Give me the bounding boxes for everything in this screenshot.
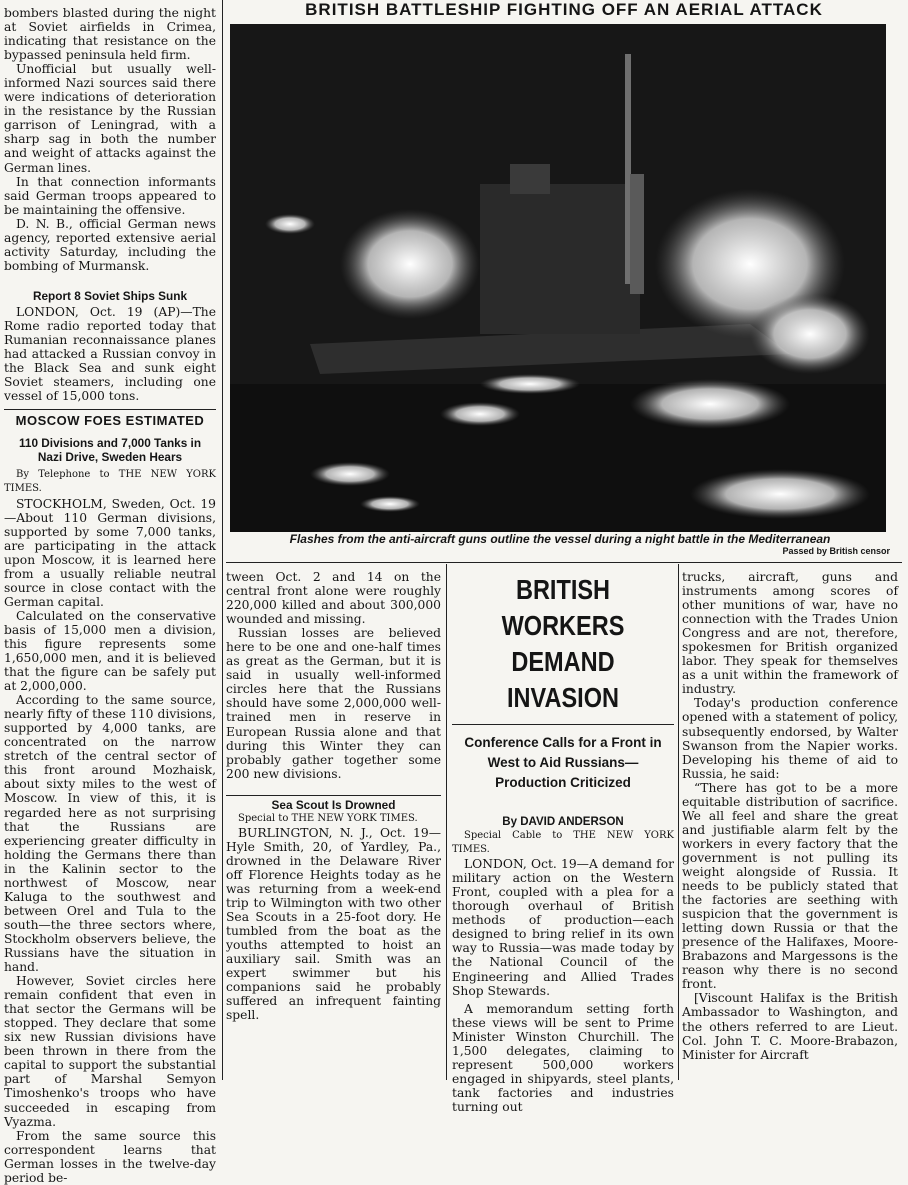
paragraph: BURLINGTON, N. J., Oct. 19—Hyle Smith, 20, of Yardley, Pa., drowned in the Delaware River off Florence Heights today as he was returning from a week-end trip to Wilmington with two other Sea Scouts in a 25-foot dory. He tumbled from the boat as the youths attempted to hoist an auxiliary sail. Smith was an expert swimmer but his companions said he probably suffered an infrequent fainting spell. — [226, 825, 441, 1023]
paragraph: In that connection informants said German troops appeared to be maintaining the offensive. — [4, 174, 216, 217]
column-2 — [226, 570, 441, 1022]
divider — [226, 795, 441, 796]
subhead-soviet-ships: Report 8 Soviet Ships Sunk — [32, 288, 188, 303]
photo-credit: Passed by British censor — [782, 546, 890, 556]
headline-demand-invasion: DEMAND INVASION — [507, 646, 619, 713]
paragraph: D. N. B., official German news agency, reported extensive aerial activity Saturday, including the bombing of Murmansk. — [4, 216, 216, 273]
column-4 — [682, 570, 898, 1062]
column-divider — [678, 564, 679, 1080]
paragraph: From the same source this correspondent learns that German losses in the twelve-day period be- — [4, 1128, 216, 1185]
byline: By Telephone to THE NEW YORK TIMES. — [4, 469, 216, 495]
paragraph: bombers blasted during the night at Soviet airfields in Crimea, indicating that resistance on the bypassed peninsula held firm. — [4, 6, 216, 63]
photo-bottom-rule — [226, 562, 902, 563]
paragraph: According to the same source, nearly fifty of these 110 divisions, supported by 4,000 tanks, are concentrated on the narrow stretch of the central sector of this front around Mozhaisk, about sixty miles to the west of Moscow. In view of this, it is regarded here as not surprising that the Russians are experiencing greater difficulty in holding the Germans there than in the Kalinin sector to the northwest of Moscow, near Kaluga to the southwest and between Orel and Tula to the south—the three sectors where, Stockholm observers believe, the Russians have the situation in hand. — [4, 693, 216, 975]
column-divider — [222, 0, 223, 1080]
battleship-photo — [230, 24, 886, 532]
paragraph: However, Soviet circles here remain confident that even in that sector the Germans will be stopped. They declare that some six new Russian divisions have been thrown in there from the capital to support the substantial part of Marshal Semyon Timoshenko's troops who have succeeded in escaping from Vyazma. — [4, 974, 216, 1129]
byline-cable: Special Cable to THE NEW YORK TIMES. — [452, 830, 674, 856]
subhead-sea-scout: Sea Scout Is Drowned — [271, 797, 396, 812]
headline-moscow-foes: MOSCOW FOES ESTIMATED — [15, 413, 205, 429]
divider — [452, 724, 674, 725]
paragraph: Today's production conference opened with a statement of policy, subsequently endorsed, by Walter Swanson from the Napier works. Developing his theme of aid to Russia, he said: — [682, 696, 898, 781]
column-divider — [446, 564, 447, 1080]
divider — [4, 409, 216, 410]
paragraph: “There has got to be a more equitable distribution of sacrifice. We all feel and share the great and justifiable alarm felt by the workers in every factory that the government is not pulling its weight alongside of Russia. It needs to be publicly stated that the factories are seething with suspicion that the government is letting down Russia or that the presence of the Halifaxes, Moore-Brabazons and Margessons is the reason why there is no second front. — [682, 780, 898, 992]
paragraph: Russian losses are believed here to be one and one-half times as great as the German, but it is said in usually well-informed circles here that the Russians should have some 2,000,000 well-trained men in reserve in European Russia alone and that during this Winter they can probably gather together some 200 new divisions. — [226, 626, 441, 781]
paragraph: [Viscount Halifax is the British Ambassador to Washington, and the others referred to are Lieut. Col. John T. C. Moore-Brabazon, Minister for Aircraft — [682, 991, 898, 1062]
photo-caption: Flashes from the anti-aircraft guns outline the vessel during a night battle in the Mediterranean — [289, 532, 831, 546]
column-3 — [452, 568, 674, 1114]
column-1 — [4, 6, 216, 1185]
paragraph: A memorandum setting forth these views will be sent to Prime Minister Winston Churchill. The 1,500 delegates, claiming to represent 500,000 workers engaged in shipyards, steel plants, tank factories and industries turning out — [452, 1001, 674, 1114]
paragraph: Unofficial but usually well-informed Nazi sources said there were indications of deterioration in the resistance by the Russian garrison of Leningrad, with a sharp sag in both the number and weight of attacks against the German lines. — [4, 62, 216, 175]
paragraph: Calculated on the conservative basis of 15,000 men a division, this figure represents some 1,650,000 men, and it is believed that the figure can be safely put at 2,000,000. — [4, 608, 216, 694]
battleship-image — [230, 24, 886, 532]
deck-conference: Conference Calls for a Front in West to Aid Russians—Production Criticized — [464, 735, 662, 790]
byline-author: By DAVID ANDERSON — [502, 816, 624, 828]
paragraph: tween Oct. 2 and 14 on the central front alone were roughly 220,000 killed and about 300,000 wounded and missing. — [226, 570, 441, 627]
byline: Special to THE NEW YORK TIMES. — [238, 812, 418, 824]
paragraph: trucks, aircraft, guns and instruments among scores of other munitions of war, have no connection with the Trades Union Congress and are not, therefore, spokesmen for British organized labor. They speak for themselves as a unit within the framework of industry. — [682, 570, 898, 697]
headline-british-workers: BRITISH WORKERS — [501, 574, 625, 641]
paragraph: LONDON, Oct. 19—A demand for military action on the Western Front, coupled with a plea for a thorough overhaul of British methods of production—each designed to bring relief in its own way to Russia—was made today by the National Council of the Engineering and Allied Trades Shop Stewards. — [452, 857, 674, 998]
photo-headline: BRITISH BATTLESHIP FIGHTING OFF AN AERIAL ATTACK — [305, 0, 823, 19]
deck-moscow-foes: 110 Divisions and 7,000 Tanks in Nazi Drive, Sweden Hears — [18, 436, 202, 465]
paragraph: LONDON, Oct. 19 (AP)—The Rome radio reported today that Rumanian reconnaissance planes had attacked a Russian convoy in the Black Sea and sunk eight Soviet steamers, including one vessel of 15,000 tons. — [4, 304, 216, 404]
paragraph: STOCKHOLM, Sweden, Oct. 19—About 110 German divisions, supported by some 7,000 tanks, are participating in the attack upon Moscow, it is learned here from a usually reliable neutral source in close contact with the German capital. — [4, 496, 216, 609]
